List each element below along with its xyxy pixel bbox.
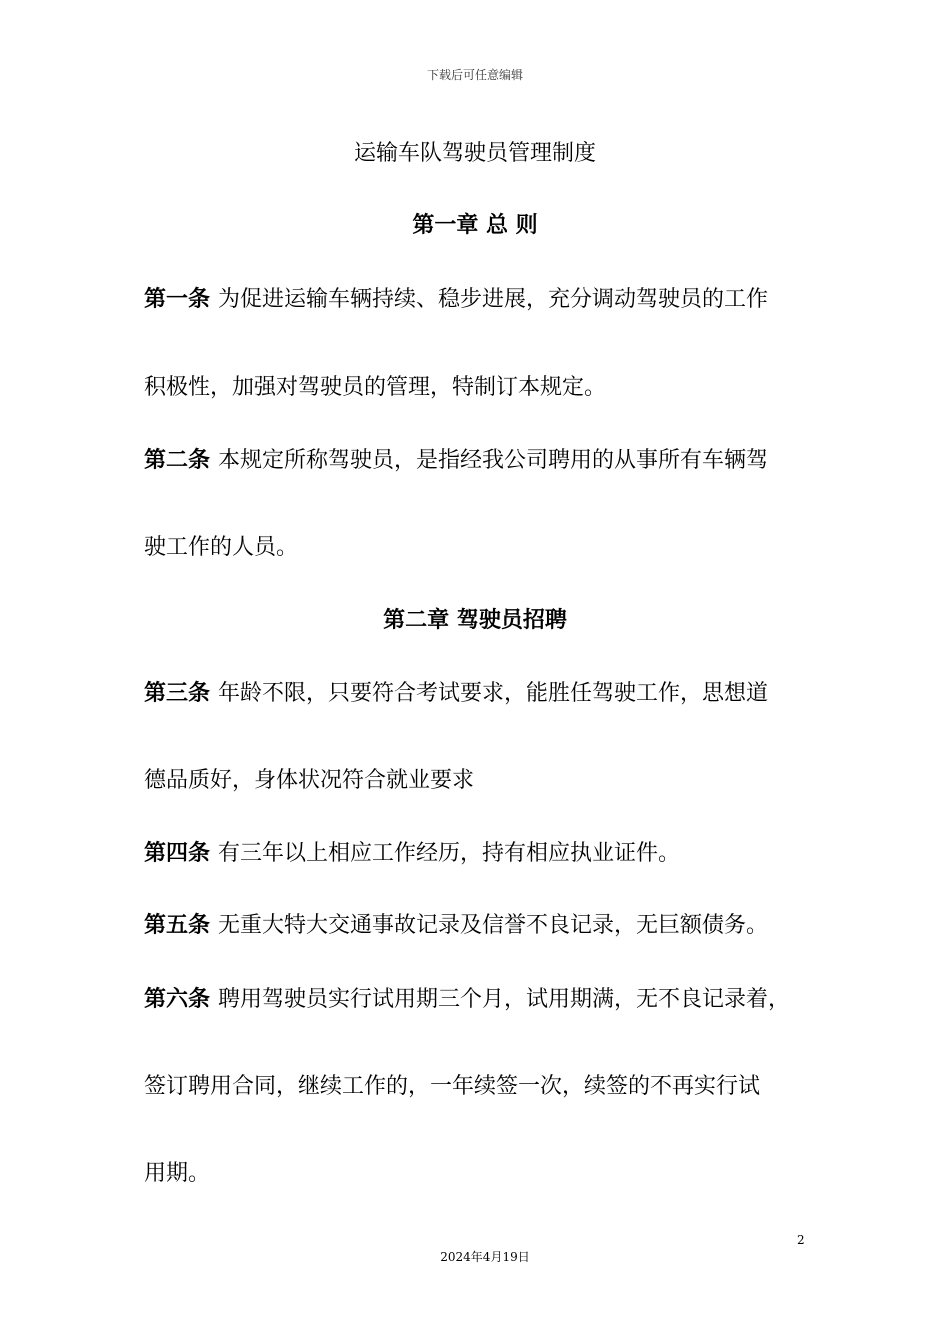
- article-1-text-1: 为促进运输车辆持续、稳步进展，充分调动驾驶员的工作: [218, 287, 769, 312]
- article-6-line-3: 用期。: [144, 1161, 211, 1186]
- page-number: 2: [797, 1233, 805, 1247]
- article-6-line-1: [144, 982, 790, 1013]
- article-3-line-1: [144, 676, 768, 707]
- header-note: 下载后可任意编辑: [426, 68, 523, 82]
- article-3-line-2: 德品质好，身体状况符合就业要求: [144, 768, 475, 793]
- document-title: 运输车队驾驶员管理制度: [353, 141, 596, 166]
- article-6-line-2: 签订聘用合同，继续工作的，一年续签一次，续签的不再实行试: [144, 1074, 761, 1099]
- article-1-line-1: [144, 282, 768, 313]
- article-6-label: 第六条: [144, 987, 211, 1012]
- article-2-line-1: [144, 443, 768, 474]
- article-1-label: 第一条: [144, 287, 211, 312]
- chapter-2-title: 第二章 驾驶员招聘: [383, 608, 567, 633]
- article-4-label: 第四条: [144, 841, 211, 866]
- article-3-text-1: 年龄不限，只要符合考试要求，能胜任驾驶工作，思想道: [218, 681, 769, 706]
- article-3-label: 第三条: [144, 681, 211, 706]
- article-2-label: 第二条: [144, 448, 211, 473]
- footer-date: 2024年4月19日: [440, 1250, 530, 1264]
- article-6-text-1: 聘用驾驶员实行试用期三个月，试用期满，无不良记录着，: [218, 987, 791, 1012]
- article-2-line-2: 驶工作的人员。: [144, 535, 299, 560]
- article-5-label: 第五条: [144, 913, 211, 938]
- article-5-text-1: 无重大特大交通事故记录及信誉不良记录，无巨额债务。: [218, 913, 769, 938]
- article-4-line-1: [144, 836, 680, 867]
- chapter-1-title: 第一章 总 则: [412, 213, 538, 238]
- article-5-line-1: [144, 908, 768, 939]
- article-4-text-1: 有三年以上相应工作经历，持有相应执业证件。: [218, 841, 681, 866]
- article-1-line-2: 积极性，加强对驾驶员的管理，特制订本规定。: [144, 375, 607, 400]
- article-2-text-1: 本规定所称驾驶员，是指经我公司聘用的从事所有车辆驾: [218, 448, 769, 473]
